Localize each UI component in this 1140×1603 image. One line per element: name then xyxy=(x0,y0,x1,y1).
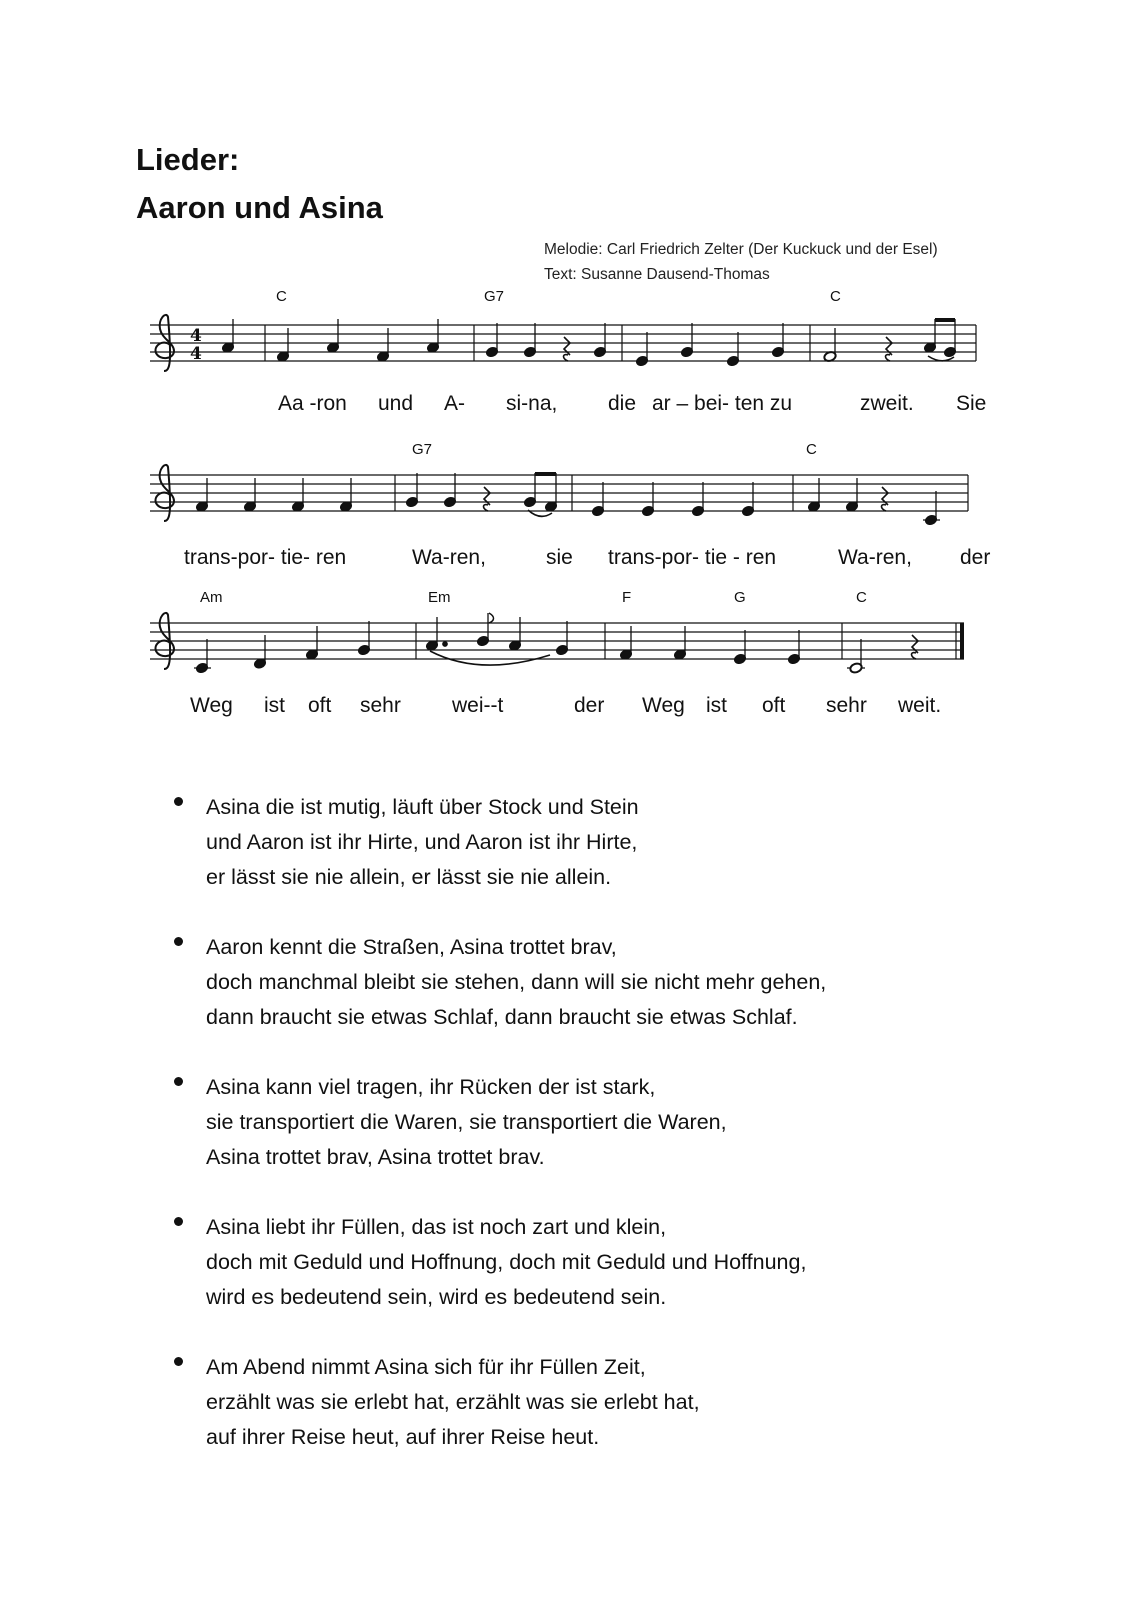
time-signature xyxy=(190,326,202,364)
verse-list xyxy=(170,790,1030,1490)
lyric-syllable: sie xyxy=(546,546,573,569)
lyric-syllable: die xyxy=(608,392,637,415)
staff-system-3 xyxy=(150,611,980,675)
lyric-syllable: Weg xyxy=(642,694,685,717)
melody-credit: Melodie: Carl Friedrich Zelter (Der Kuckuck und der Esel) xyxy=(544,241,938,258)
verse-line: Am Abend nimmt Asina sich für ihr Füllen Zeit, xyxy=(206,1355,646,1379)
text-credit: Text: Susanne Dausend-Thomas xyxy=(544,266,770,283)
lyric-syllable: trans-por- tie- ren xyxy=(184,546,347,569)
chord-label: G7 xyxy=(412,441,433,458)
svg-text:4: 4 xyxy=(190,344,202,364)
verse-line: doch mit Geduld und Hoffnung, doch mit Geduld und Hoffnung, xyxy=(206,1250,807,1274)
music-score xyxy=(150,285,1030,745)
lyric-syllable: ist xyxy=(264,694,285,717)
lyric-syllable: wei--t xyxy=(452,694,504,717)
verse-line: Aaron kennt die Straßen, Asina trottet brav, xyxy=(206,935,617,959)
chord-label: Am xyxy=(200,589,223,606)
lyric-syllable: der xyxy=(960,546,991,569)
verse-line: Asina liebt ihr Füllen, das ist noch zart und klein, xyxy=(206,1215,667,1239)
verse-item xyxy=(170,1070,1030,1175)
verse-line: Asina die ist mutig, läuft über Stock und Stein xyxy=(206,795,639,819)
chord-label: C xyxy=(830,288,841,305)
lyric-syllable: ar – bei- ten zu xyxy=(652,392,793,415)
lyric-syllable: und xyxy=(378,392,414,415)
lyric-syllable: A- xyxy=(444,392,465,415)
section-heading: Lieder: xyxy=(136,142,240,177)
lyric-syllable: sehr xyxy=(360,694,401,717)
lyric-syllable: Sie xyxy=(956,392,987,415)
lyric-syllable: oft xyxy=(762,694,786,717)
verse-item xyxy=(170,1350,1030,1455)
chord-label: C xyxy=(856,589,867,606)
verse-line: Asina kann viel tragen, ihr Rücken der ist stark, xyxy=(206,1075,656,1099)
verse-line: dann braucht sie etwas Schlaf, dann braucht sie etwas Schlaf. xyxy=(206,1005,798,1029)
lyric-syllable: oft xyxy=(308,694,332,717)
lyric-syllable: Wa-ren, xyxy=(838,546,912,569)
lyric-syllable: ist xyxy=(706,694,727,717)
verse-item xyxy=(170,930,1030,1035)
verse-item xyxy=(170,790,1030,895)
bullet-icon xyxy=(174,1357,183,1366)
verse-line: auf ihrer Reise heut, auf ihrer Reise heut. xyxy=(206,1425,600,1449)
bullet-icon xyxy=(174,797,183,806)
staff-system-1 xyxy=(150,313,980,377)
chord-label: F xyxy=(622,589,632,606)
chord-label: C xyxy=(276,288,287,305)
lyric-syllable: Aa -ron xyxy=(278,392,347,415)
lyric-syllable: der xyxy=(574,694,605,717)
bullet-icon xyxy=(174,1077,183,1086)
lyric-syllable: weit. xyxy=(898,694,942,717)
bullet-icon xyxy=(174,937,183,946)
lyric-syllable: Wa-ren, xyxy=(412,546,486,569)
chord-label: Em xyxy=(428,589,451,606)
verse-line: Asina trottet brav, Asina trottet brav. xyxy=(206,1145,545,1169)
verse-line: und Aaron ist ihr Hirte, und Aaron ist ihr Hirte, xyxy=(206,830,638,854)
verse-line: sie transportiert die Waren, sie transportiert die Waren, xyxy=(206,1110,727,1134)
chord-label: G xyxy=(734,589,746,606)
svg-text:4: 4 xyxy=(190,326,202,346)
verse-line: erzählt was sie erlebt hat, erzählt was sie erlebt hat, xyxy=(206,1390,700,1414)
staff-system-2 xyxy=(150,463,980,527)
verse-line: doch manchmal bleibt sie stehen, dann will sie nicht mehr gehen, xyxy=(206,970,827,994)
song-title: Aaron und Asina xyxy=(136,190,383,225)
lyric-syllable: zweit. xyxy=(860,392,914,415)
chord-label: C xyxy=(806,441,817,458)
lyric-syllable: sehr xyxy=(826,694,867,717)
verse-item xyxy=(170,1210,1030,1315)
chord-label: G7 xyxy=(484,288,505,305)
verse-line: er lässt sie nie allein, er lässt sie nie allein. xyxy=(206,865,612,889)
bullet-icon xyxy=(174,1217,183,1226)
lyric-syllable: si-na, xyxy=(506,392,558,415)
verse-line: wird es bedeutend sein, wird es bedeutend sein. xyxy=(206,1285,667,1309)
lyric-syllable: Weg xyxy=(190,694,233,717)
lyric-syllable: trans-por- tie - ren xyxy=(608,546,777,569)
